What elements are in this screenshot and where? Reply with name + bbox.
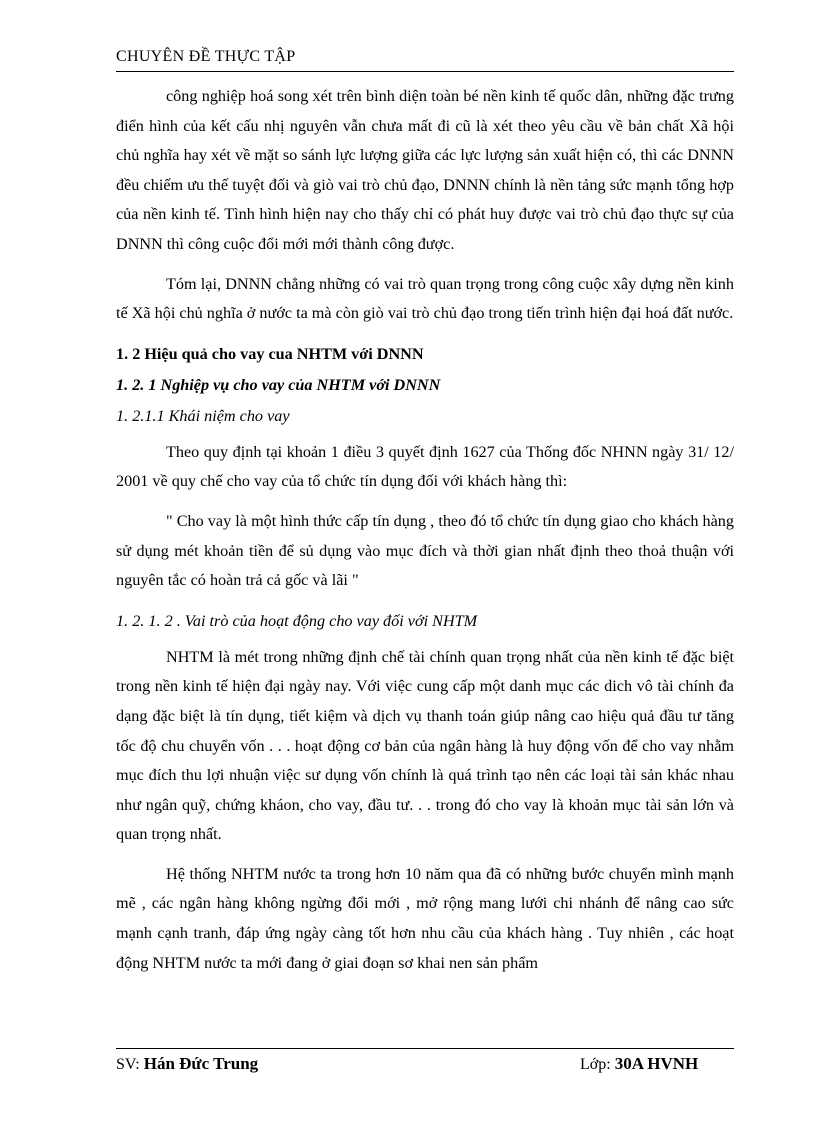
paragraph: NHTM là mét trong những định chế tài chính quan trọng nhất của nền kinh tế đặc biệt trong nền kinh tế hiện đại ngày nay. Với việc cung cấp một danh mục các dich vô tài chính đa dạng đặc biệt là tín dụng, tiết kiệm và dịch vụ thanh toán giúp nâng cao hiệu quả đầu tư tăng tốc độ chu chuyển vốn . . . hoạt động cơ bản của ngân hàng là huy động vốn để cho vay nhằm mục đích thu lợi nhuận việc sư dụng vốn chính là quá trình tạo nên các loại tài sản khác nhau như ngân quỹ, chứng kháon, cho vay, đầu tư. . . trong đó cho vay là khoản mục tài sản lớn và quan trọng nhất. — [116, 647, 734, 844]
class-label: Lớp: — [580, 1056, 611, 1073]
paragraph: Theo quy định tại khoản 1 điều 3 quyết định 1627 của Thống đốc NHNN ngày 31/ 12/ 2001 về quy chế cho vay của tổ chức tín dụng đối với khách hàng thì: — [116, 442, 734, 491]
document-body — [116, 82, 734, 988]
footer-class — [580, 1054, 698, 1074]
footer-divider — [116, 1048, 734, 1049]
paragraph: Tóm lại, DNNN chẳng những có vai trò quan trọng trong công cuộc xây dựng nền kinh tế Xã hội chủ nghĩa ở nước ta mà còn giò vai trò chủ đạo trong tiến trình hiện đại hoá đất nước. — [116, 274, 734, 323]
paragraph: Hệ thống NHTM nước ta trong hơn 10 năm qua đã có những bước chuyển mình mạnh mẽ , các ngân hàng không ngừng đổi mới , mở rộng mang lưới chi nhánh để nâng cao sức mạnh cạnh tranh, đáp ứng ngày càng tốt hơn nhu cầu của khách hàng . Tuy nhiên , các hoạt động NHTM nước ta mới đang ở giai đoạn sơ khai nen sản phẩm — [116, 864, 734, 972]
paragraph: công nghiệp hoá song xét trên bình diện toàn bé nền kinh tế quốc dân, những đặc trưng điển hình của kết cấu nhị nguyên vẫn chưa mất đi cũ là xét theo yêu cầu về bản chất Xã hội chủ nghĩa hay xét về mặt so sánh lực lượng giữa các lực lượng sản xuất hiện có, thì các DNNN đều chiếm ưu thế tuyệt đối và giò vai trò chủ đạo, DNNN chính là nền tảng sức mạnh tổng hợp của nền kinh tế. Tình hình hiện nay cho thấy chỉ có phát huy được vai trò chủ đạo thực sự của DNNN thì công cuộc đổi mới mới thành công được. — [116, 87, 734, 253]
class-name: 30A HVNH — [614, 1054, 699, 1073]
student-name: Hán Đức Trung — [143, 1054, 259, 1073]
student-label: SV: — [116, 1056, 140, 1073]
subsubsection-heading: 1. 2. 1. 2 . Vai trò của hoạt động cho vay đối với NHTM — [116, 611, 478, 630]
page-header-title: CHUYÊN ĐỀ THỰC TẬP — [116, 48, 296, 65]
quotation-paragraph: " Cho vay là một hình thức cấp tín dụng , theo đó tổ chức tín dụng giao cho khách hàng sử dụng mét khoản tiền để sủ dụng vào mục đích và thời gian nhất định theo thoả thuận với nguyên tắc có hoàn trả cả gốc và lãi " — [116, 511, 734, 590]
subsubsection-heading: 1. 2.1.1 Khái niệm cho vay — [116, 406, 290, 425]
footer-student — [116, 1054, 258, 1074]
subsection-heading: 1. 2. 1 Nghiệp vụ cho vay của NHTM với DNNN — [116, 375, 441, 394]
header-divider — [116, 71, 734, 72]
section-heading: 1. 2 Hiệu quả cho vay cua NHTM với DNNN — [116, 344, 424, 363]
